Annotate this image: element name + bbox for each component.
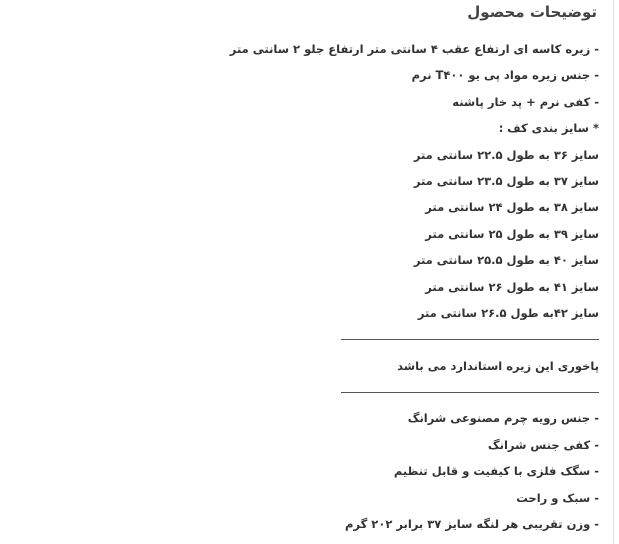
size-line: سایز ۳۷ به طول ۲۳.۵ سانتی متر — [413, 173, 599, 188]
divider-rule — [341, 339, 599, 340]
size-line: سایز ۳۹ به طول ۲۵ سانتی متر — [425, 226, 599, 241]
divider — [19, 326, 599, 352]
size-line: سایز ۴۰ به طول ۲۵.۵ سانتی متر — [413, 253, 599, 268]
description-line: - وزن تقریبی هر لنگه سایز ۳۷ برابر ۲۰۲ گرم — [345, 517, 599, 532]
size-line: سایز ۳۶ به طول ۲۲.۵ سانتی متر — [413, 147, 599, 162]
divider — [19, 379, 599, 405]
description-line: - سبک و راحت — [516, 490, 599, 505]
description-line: پاخوری این زیره استاندارد می باشد — [397, 358, 599, 373]
size-line: سایز ۴۲به طول ۲۶.۵ سانتی متر — [417, 305, 599, 320]
size-line: سایز ۳۸ به طول ۲۴ سانتی متر — [425, 200, 599, 215]
description-line: - زیره کاسه ای ارتفاع عقب ۴ سانتی متر ارتفاع جلو ۲ سانتی متر — [229, 42, 599, 56]
description-line: - جنس زیره مواد پی یو T۴۰۰ نرم — [411, 68, 599, 83]
section-title: توضیحات محصول — [467, 3, 597, 21]
description-line: - سگک فلزی با کیفیت و قابل تنظیم — [393, 464, 599, 479]
description-line: - جنس رویه چرم مصنوعی شرانگ — [407, 411, 599, 426]
description-line: * سایز بندی کف : — [498, 121, 599, 136]
size-line: سایز ۴۱ به طول ۲۶ سانتی متر — [425, 279, 599, 294]
description-line: - کفی نرم + پد خار پاشنه — [452, 94, 599, 109]
divider-rule — [341, 392, 599, 393]
description-lines — [19, 36, 599, 537]
description-line: - کفی جنس شرانگ — [487, 437, 599, 452]
